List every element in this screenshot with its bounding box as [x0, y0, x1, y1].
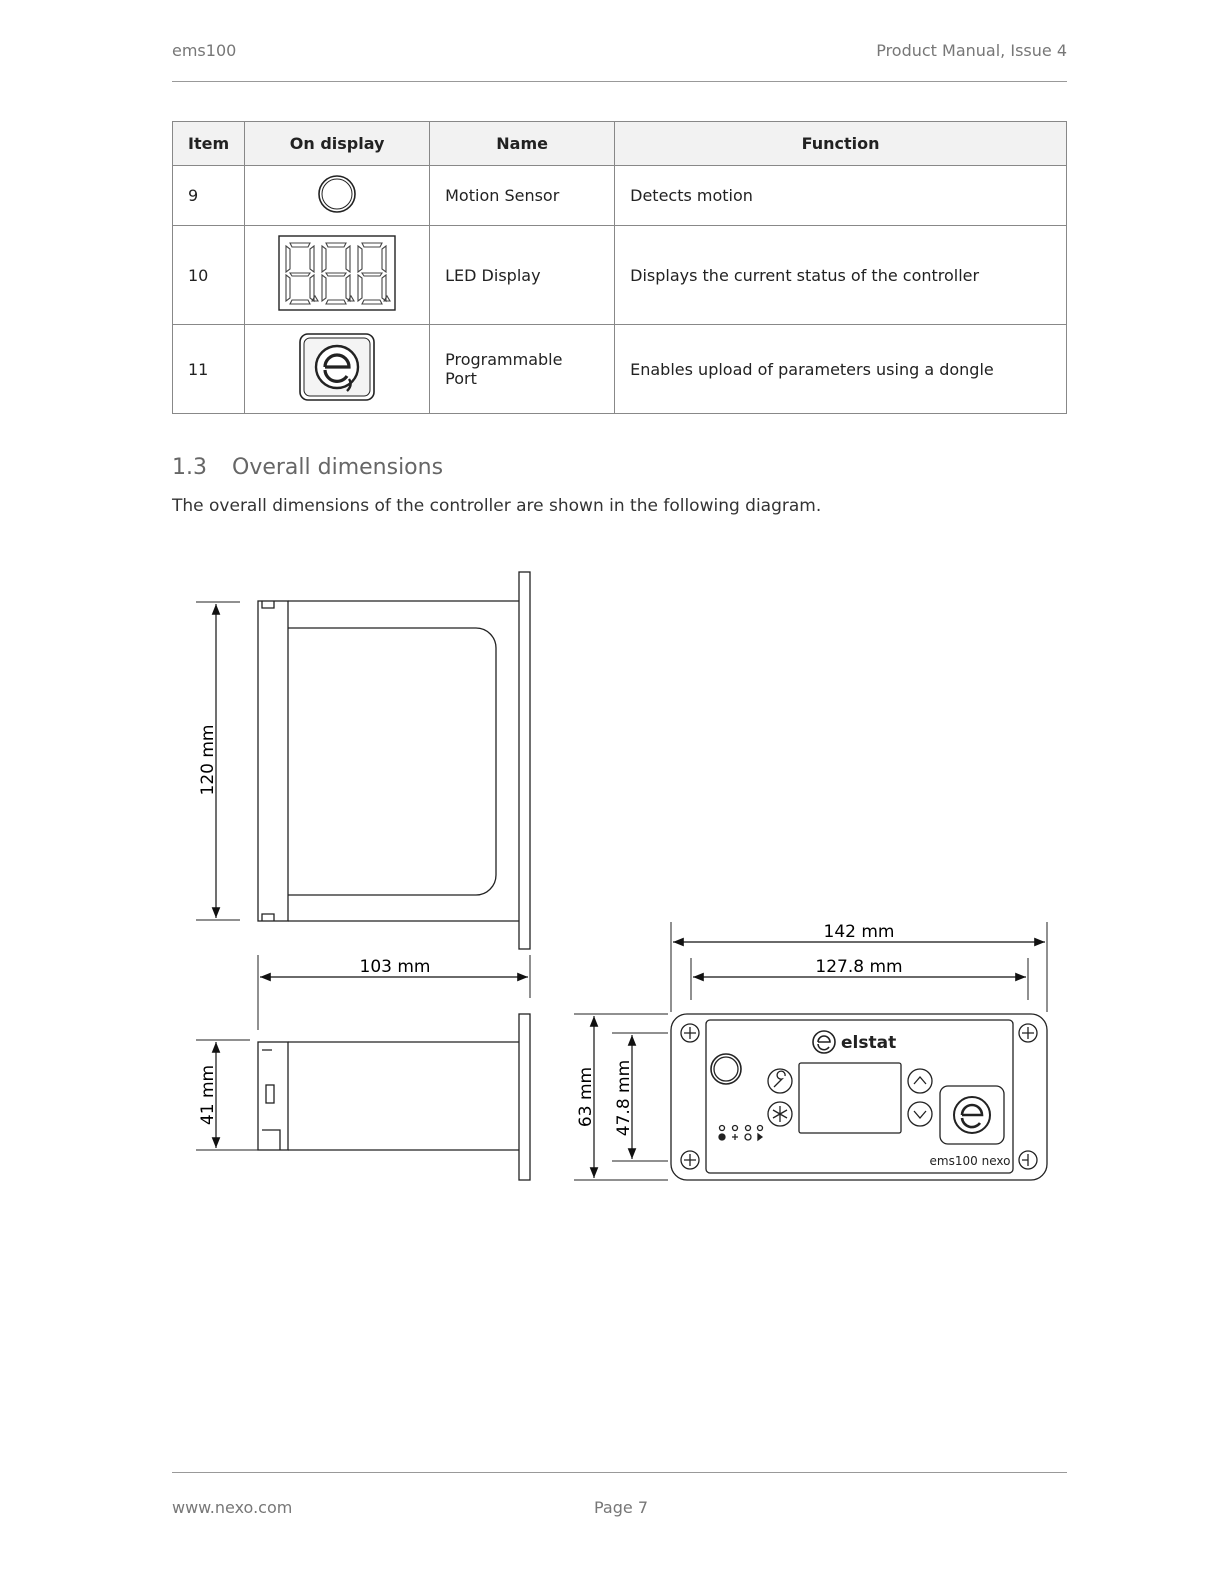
display-window	[799, 1063, 901, 1133]
section-number: 1.3	[172, 455, 207, 480]
cell-name: Programmable Port	[430, 325, 615, 414]
height-label: 120 mm	[198, 724, 218, 796]
up-button-icon	[908, 1069, 932, 1093]
depth-label: 103 mm	[359, 957, 431, 977]
front-height-label: 63 mm	[576, 1066, 596, 1128]
motion-sensor-icon	[317, 174, 357, 214]
section-body-text: The overall dimensions of the controller are shown in the following diagram.	[172, 496, 822, 516]
cell-function: Enables upload of parameters using a dongle	[615, 325, 1067, 414]
top-view-drawing	[258, 572, 530, 949]
col-header-name: Name	[430, 122, 615, 166]
footer-page-number: Page 7	[594, 1498, 648, 1517]
component-table	[172, 121, 1067, 414]
header-divider	[172, 81, 1067, 82]
table-header-row	[173, 122, 1067, 166]
cell-item: 11	[173, 325, 245, 414]
cell-item: 9	[173, 166, 245, 226]
cell-on-display	[245, 166, 430, 226]
side-view-drawing	[258, 1014, 530, 1180]
header-manual-issue: Product Manual, Issue 4	[876, 41, 1067, 60]
motion-sensor-icon	[711, 1054, 741, 1084]
down-button-icon	[908, 1102, 932, 1126]
programmable-port-icon	[298, 332, 376, 402]
side-height-label: 41 mm	[198, 1064, 218, 1126]
cell-name: LED Display	[430, 226, 615, 325]
header-product-name: ems100	[172, 41, 237, 60]
table-row	[173, 226, 1067, 325]
cell-function: Detects motion	[615, 166, 1067, 226]
dimensions-diagram	[180, 560, 1060, 1190]
front-inner-width-label: 127.8 mm	[815, 957, 903, 977]
brand-text: elstat	[841, 1033, 897, 1053]
col-header-item: Item	[173, 122, 245, 166]
cell-on-display	[245, 325, 430, 414]
cell-on-display	[245, 226, 430, 325]
elstat-logo-icon	[813, 1031, 835, 1053]
table-row	[173, 166, 1067, 226]
cell-name: Motion Sensor	[430, 166, 615, 226]
col-header-function: Function	[615, 122, 1067, 166]
section-heading	[172, 455, 443, 480]
cell-function: Displays the current status of the controller	[615, 226, 1067, 325]
status-led-row	[719, 1126, 763, 1141]
col-header-on-display: On display	[245, 122, 430, 166]
footer-website: www.nexo.com	[172, 1498, 293, 1517]
front-width-label: 142 mm	[823, 922, 895, 942]
table-row	[173, 325, 1067, 414]
model-text: ems100 nexo	[929, 1154, 1011, 1168]
led-display-icon	[278, 235, 396, 311]
footer-divider	[172, 1472, 1067, 1473]
cell-item: 10	[173, 226, 245, 325]
front-inner-height-label: 47.8 mm	[614, 1059, 634, 1137]
section-title: Overall dimensions	[232, 455, 444, 480]
